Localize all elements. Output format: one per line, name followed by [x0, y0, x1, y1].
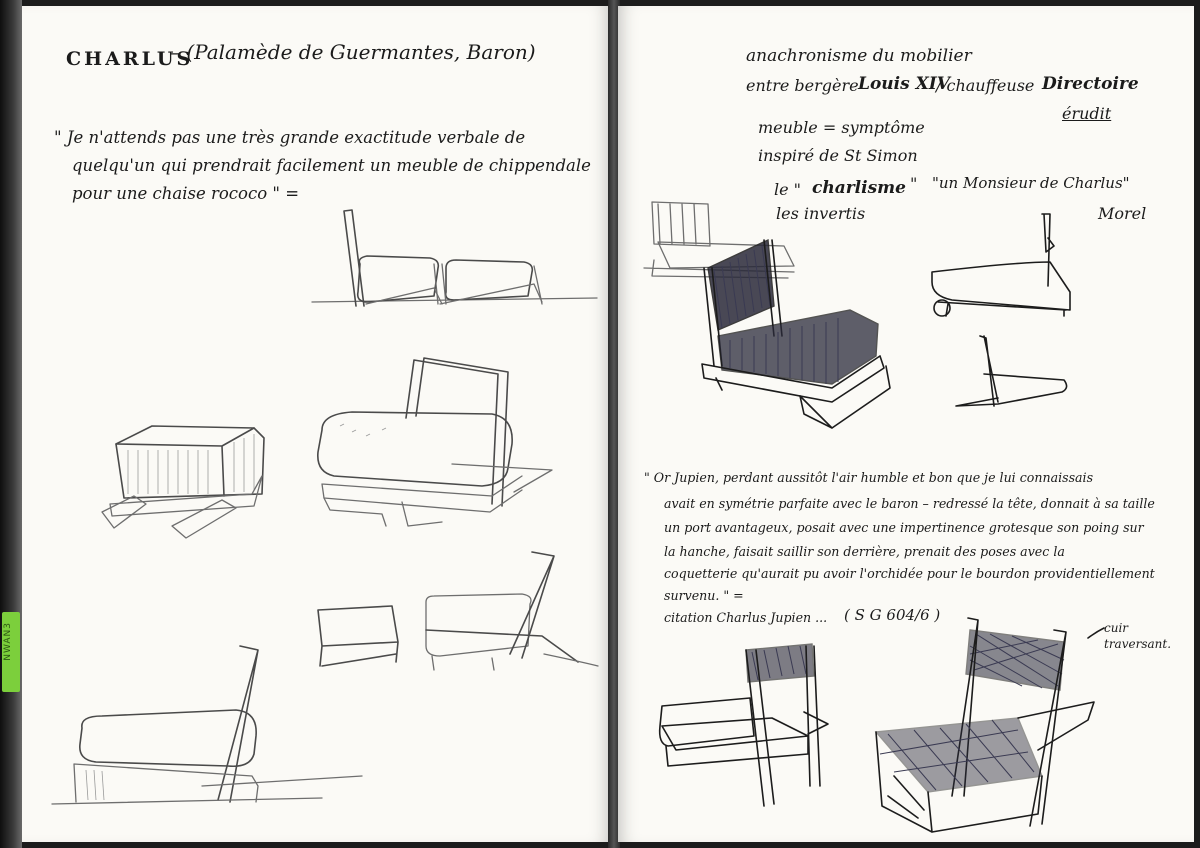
note-charlisme: charlisme — [812, 178, 906, 198]
sketch-box-seat — [102, 426, 264, 538]
heading-paren: – (Palamède de Guermantes, Baron) — [170, 40, 536, 64]
note-le-quote: le " — [774, 180, 802, 199]
right-page — [618, 6, 1194, 842]
sketch-bottom-right-woven-chair — [876, 618, 1104, 832]
sketch-small-details — [318, 552, 598, 670]
right-quote-line-2: avait en symétrie parfaite avec le baron – redressé la tête, donnait à sa taille — [664, 496, 1155, 511]
right-quote-line-5: coquetterie qu'aurait pu avoir l'orchidée pour le bourdon providentiellement — [664, 566, 1155, 581]
citation-charlus-jupien: citation Charlus Jupien ... — [664, 610, 828, 625]
note-monsieur-de-charlus: "un Monsieur de Charlus" — [932, 174, 1130, 192]
left-quote-line-1: " Je n'attends pas une très grande exactitude verbale de — [54, 128, 526, 147]
right-quote-line-1: " Or Jupien, perdant aussitôt l'air humble et bon que je lui connaissais — [644, 470, 1094, 485]
sketch-side-elevation — [312, 210, 597, 306]
note-louis-xiv: Louis XIV — [858, 74, 950, 94]
note-charlisme-close: " — [910, 174, 918, 193]
left-page-sketches — [22, 6, 610, 842]
sketch-bottom-left-chair — [660, 644, 828, 806]
right-quote-line-3: un port avantageux, posait avec une impertinence grotesque son poing sur — [664, 520, 1144, 535]
note-symptome: meuble = symptôme — [758, 118, 925, 137]
note-st-simon: inspiré de St Simon — [758, 146, 918, 165]
heading-charlus: CHARLUS — [66, 48, 194, 70]
sketch-tilted-lounge — [52, 646, 362, 804]
note-bergere-pre: entre bergère — [746, 76, 859, 95]
left-page — [22, 6, 610, 842]
note-chauffeuse: / chauffeuse — [936, 76, 1035, 95]
note-erudit: érudit — [1062, 104, 1112, 123]
left-quote-line-3: pour une chaise rococo " = — [72, 184, 300, 203]
sketch-small-lounge — [956, 336, 1067, 406]
right-quote-line-6: survenu. " = — [664, 588, 744, 603]
left-quote-line-2: quelqu'un qui prendrait facilement un meuble de chippendale — [72, 156, 591, 175]
sketch-ink-hatched-chair — [702, 240, 890, 428]
sketch-lounge-frame-chair — [318, 358, 552, 526]
note-invertis: les invertis — [776, 204, 866, 223]
sketch-daybed-elevation — [932, 214, 1070, 316]
note-anachronisme: anachronisme du mobilier — [746, 46, 972, 66]
right-page-sketches — [618, 6, 1194, 842]
bookmark-label: NWAN3 — [3, 622, 13, 661]
note-directoire: Directoire — [1042, 74, 1139, 94]
annotation-cuir-traversant: cuir traversant. — [1104, 621, 1172, 651]
note-morel: Morel — [1098, 204, 1147, 223]
book-edge — [0, 0, 22, 848]
reference-sg: ( S G 604/6 ) — [844, 606, 941, 624]
right-quote-line-4: la hanche, faisait saillir son derrière, prenait des poses avec la — [664, 544, 1065, 559]
